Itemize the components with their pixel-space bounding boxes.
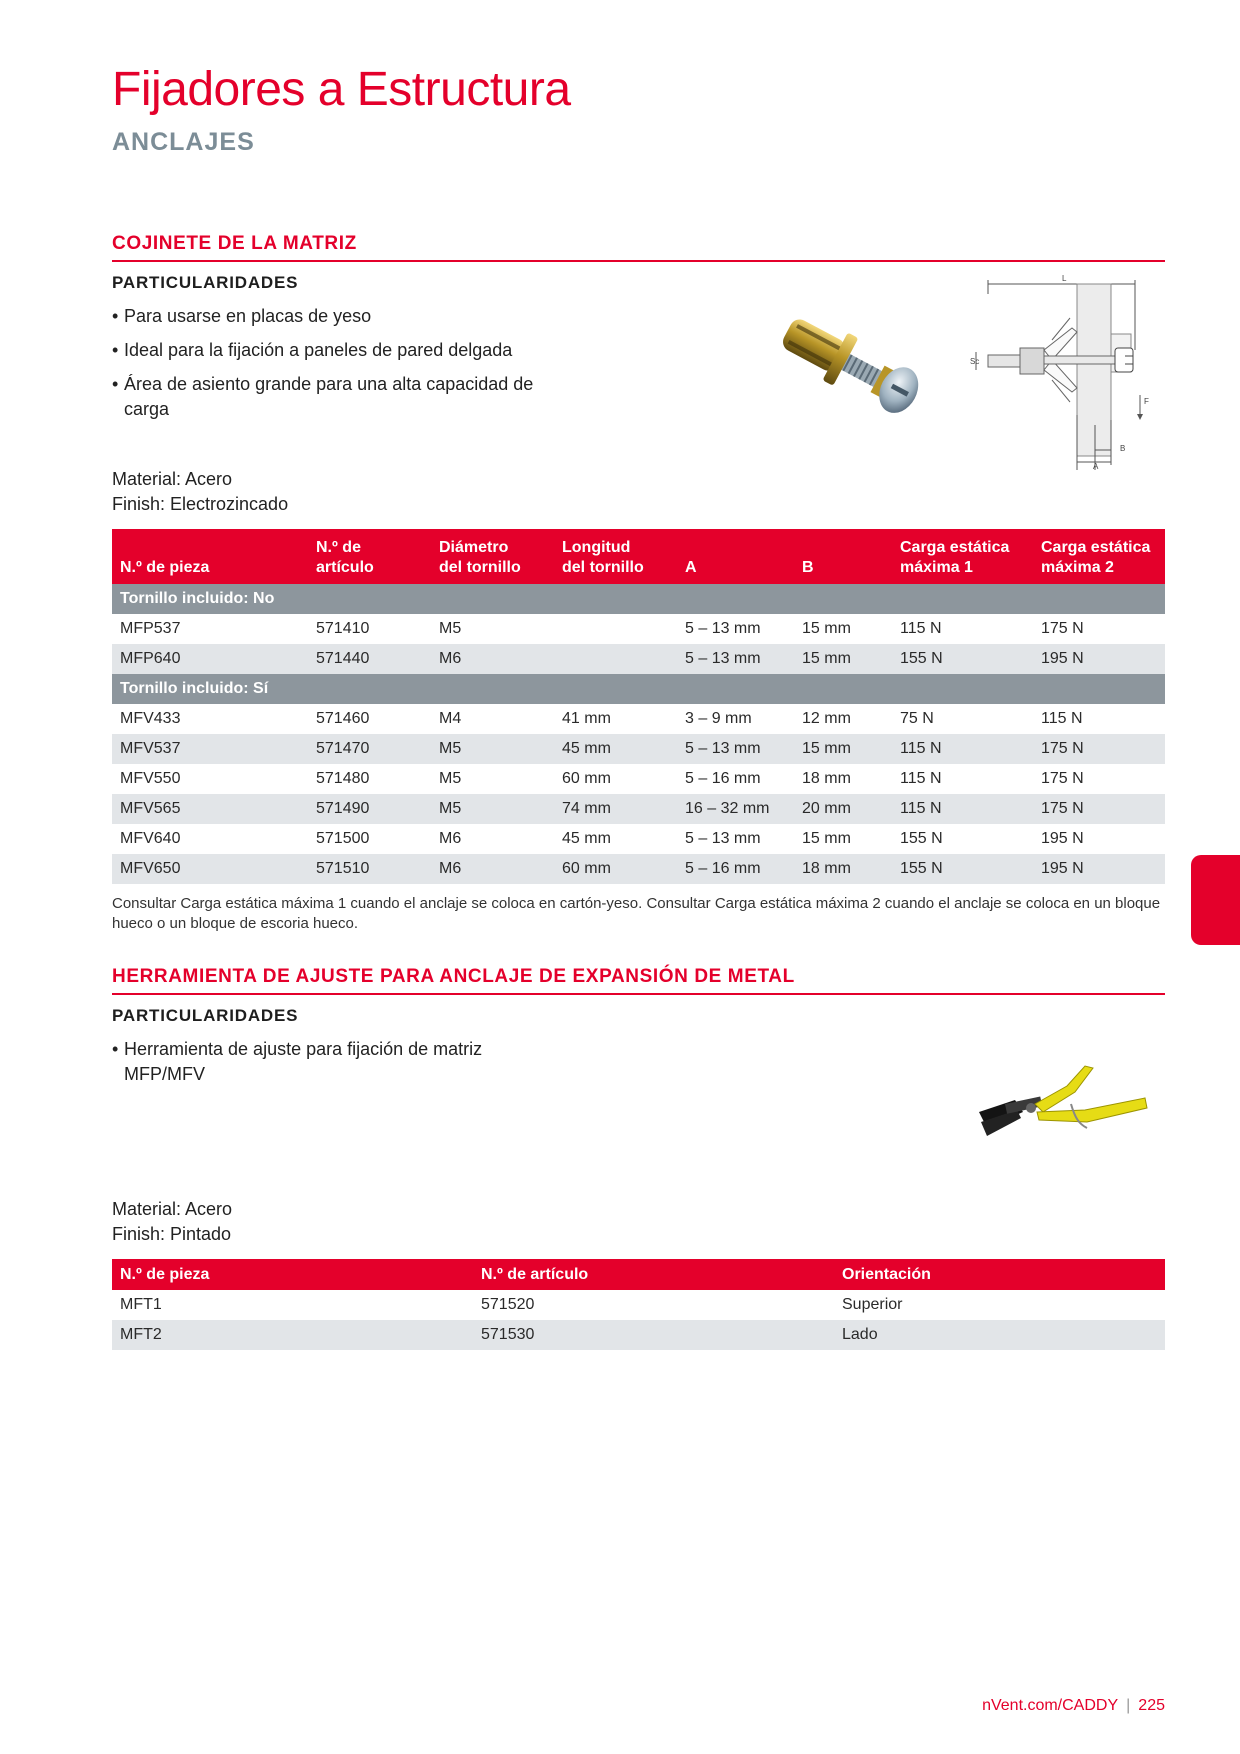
feature-list [112,1037,532,1096]
material-line: Material: Acero [112,1199,233,1219]
table-row: MFV433 571460 M4 41 mm 3 – 9 mm 12 mm 75 N 115 N [120,710,1083,727]
col-header: N.º de artículo [308,529,431,584]
col-header: A [677,529,794,584]
page-subtitle: ANCLAJES [112,128,255,156]
spec-table-herramienta [112,1259,1165,1350]
col-header: Orientación [834,1259,1165,1290]
table-group-label: Tornillo incluido: No [112,584,1165,614]
diagram-label-sc: Sc [970,357,980,366]
chapter-tab [1191,855,1240,945]
footer-site-link[interactable]: nVent.com/CADDY [982,1697,1119,1714]
col-header: Carga estática máxima 1 [892,529,1033,584]
diagram-label-A: A [1093,462,1099,470]
table-group-label: Tornillo incluido: Sí [112,674,1165,704]
particularities-heading: PARTICULARIDADES [112,1006,299,1025]
feature-item: • Área de asiento grande para una alta capacidad de carga [112,372,534,422]
diagram-label-F: F [1144,397,1149,406]
finish-line: Finish: Electrozincado [112,494,289,514]
table-row: MFV640 571500 M6 45 mm 5 – 13 mm 15 mm 155 N 195 N [120,830,1084,847]
table-row: MFV537 571470 M5 45 mm 5 – 13 mm 15 mm 115 N 175 N [112,734,1165,764]
anchor-dimension-diagram [970,270,1150,470]
col-header: N.º de pieza [112,1259,473,1290]
anchor-product-image [770,312,940,424]
feature-list [112,304,552,431]
spec-table-cojinete [112,529,1165,884]
material-line: Material: Acero [112,469,233,489]
col-header: Longitud del tornillo [554,529,677,584]
section-divider [112,993,1165,995]
page-number: 225 [1138,1697,1165,1714]
col-header: Diámetro del tornillo [431,529,554,584]
feature-item: • Herramienta de ajuste para fijación de matriz MFP/MFV [112,1037,524,1087]
section-title-cojinete: COJINETE DE LA MATRIZ [112,233,357,254]
table-row: MFV650 571510 M6 60 mm 5 – 16 mm 18 mm 155 N 195 N [112,854,1165,884]
page-footer [982,1697,1165,1715]
page-title: Fijadores a Estructura [112,63,571,116]
col-header: N.º de artículo [473,1259,834,1290]
table-row: MFT1 571520 Superior [120,1296,903,1313]
diagram-label-B: B [1120,444,1126,453]
table-row: MFV565 571490 M5 74 mm 16 – 32 mm 20 mm 115 N 175 N [112,794,1165,824]
particularities-heading: PARTICULARIDADES [112,273,299,292]
load-footnote: Consultar Carga estática máxima 1 cuando el anclaje se coloca en cartón-yeso. Consultar Carga estática máxima 2 cuando el anclaje se coloca en un bloque hueco o un bloque de escoria hueco. [112,895,1161,932]
setting-tool-image [975,1060,1155,1145]
section-divider [112,260,1165,262]
table-row: MFT2 571530 Lado [112,1320,1165,1350]
finish-line: Finish: Pintado [112,1224,232,1244]
feature-item: • Para usarse en placas de yeso [112,304,552,329]
footer-separator: | [1126,1697,1131,1714]
diagram-label-L: L [1062,274,1067,283]
table-row: MFV550 571480 M5 60 mm 5 – 16 mm 18 mm 115 N 175 N [120,770,1084,787]
feature-item: • Ideal para la fijación a paneles de pared delgada [112,338,552,363]
col-header: N.º de pieza [112,529,308,584]
section-title-herramienta: HERRAMIENTA DE AJUSTE PARA ANCLAJE DE EXPANSIÓN DE METAL [112,966,795,987]
table-row: MFP537 571410 M5 5 – 13 mm 15 mm 115 N 175 N [120,620,1084,637]
col-header: B [794,529,892,584]
table-row: MFP640 571440 M6 5 – 13 mm 15 mm 155 N 195 N [112,644,1165,674]
col-header: Carga estática máxima 2 [1033,529,1165,584]
